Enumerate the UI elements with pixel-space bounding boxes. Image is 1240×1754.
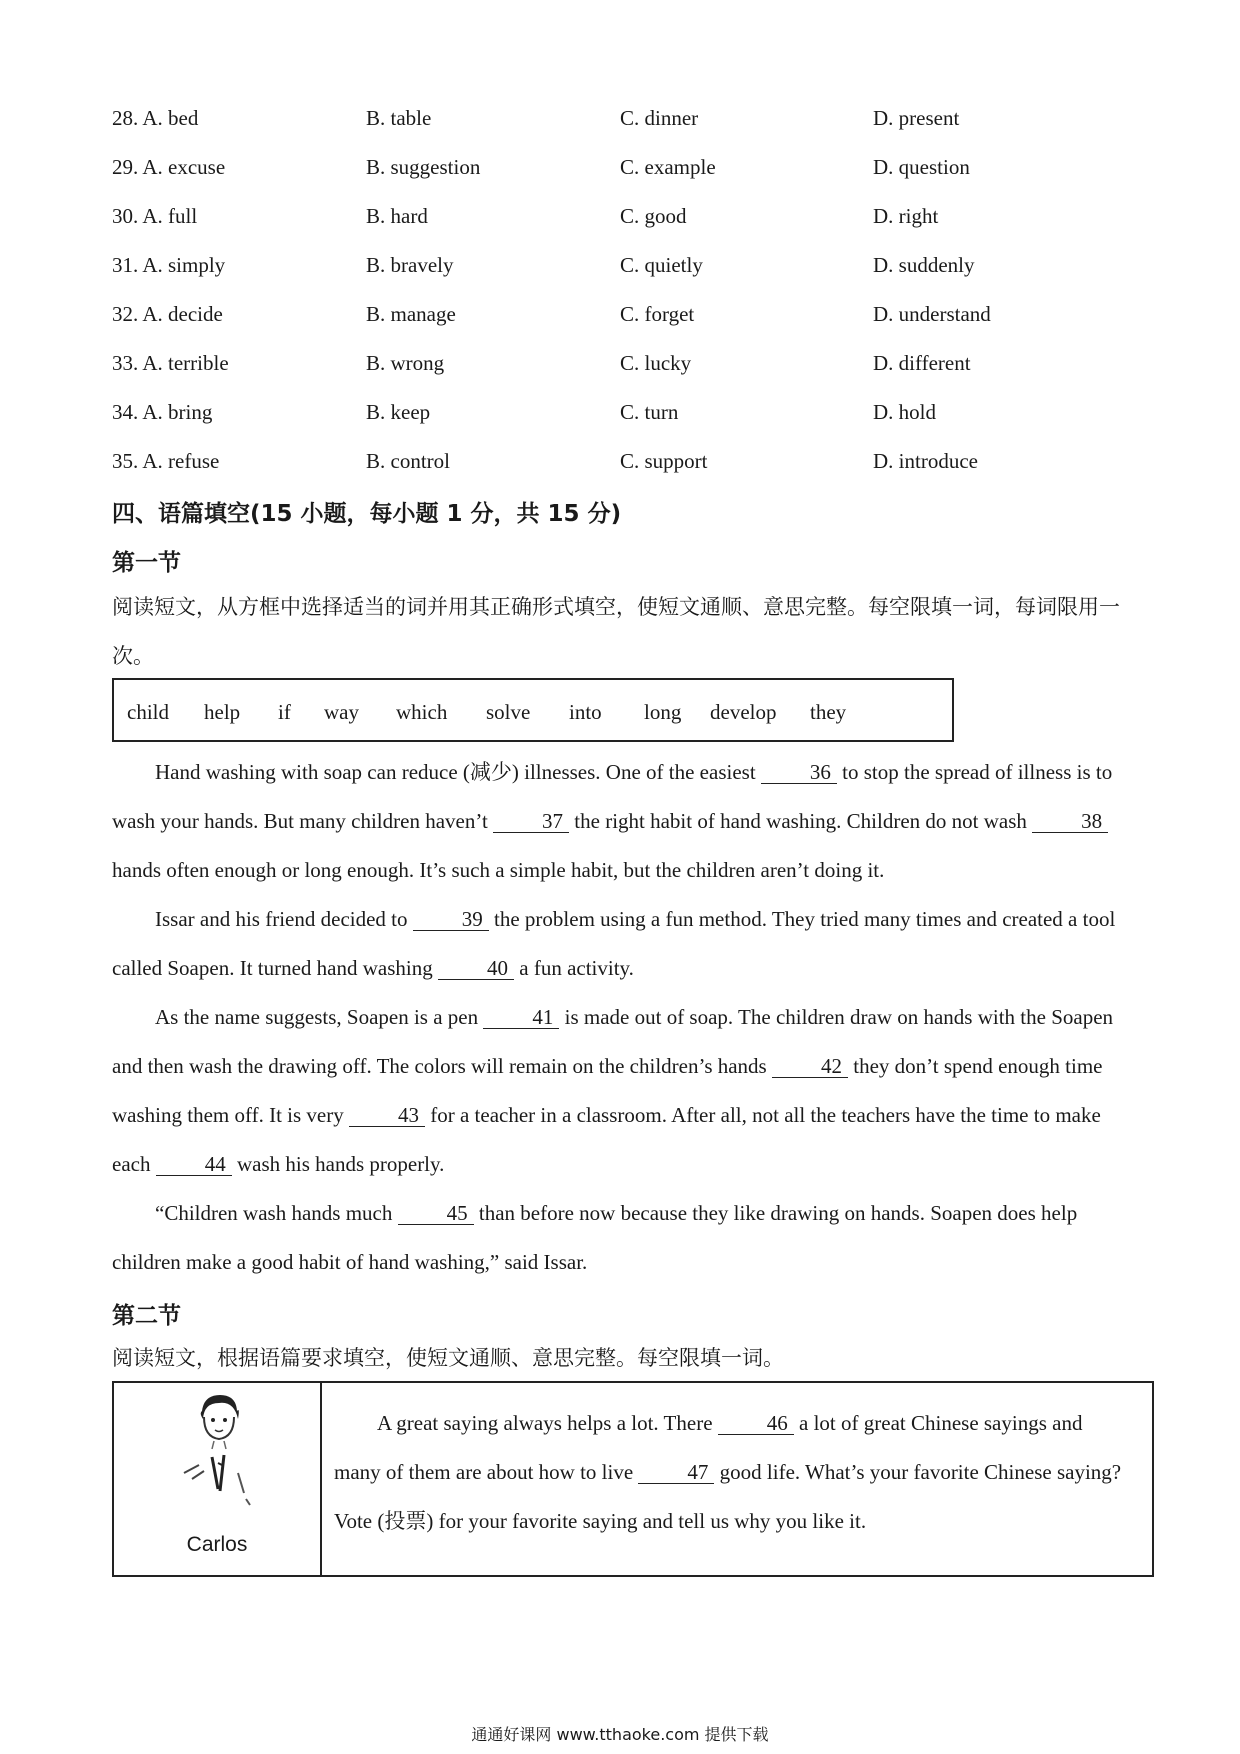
option-row: 31. A. simply B. bravely C. quietly D. suddenly	[112, 253, 975, 277]
word-option: if	[278, 700, 291, 724]
part1-title: 第一节	[112, 550, 181, 576]
options-list	[112, 100, 1112, 492]
word-option: long	[644, 700, 682, 724]
blank-36: 36	[761, 761, 837, 784]
word-option: way	[324, 700, 359, 724]
blank-40: 40	[438, 957, 514, 980]
person-avatar-icon	[174, 1393, 264, 1523]
part2-instructions: 阅读短文，根据语篇要求填空，使短文通顺、意思完整。每空限填一词。	[112, 1346, 784, 1370]
paragraph: A great saying always helps a lot. There 46 a lot of great Chinese sayings and many of them are about how to live 47 good life. What’s your favorite Chinese saying? Vote (投票) for your favorite saying and tell us why you like it.	[334, 1411, 1122, 1533]
blank-41: 41	[483, 1006, 559, 1029]
word-option: help	[204, 700, 241, 724]
word-option: into	[569, 700, 602, 724]
blank-45: 45	[398, 1202, 474, 1225]
blank-42: 42	[772, 1055, 848, 1078]
paragraph: Hand washing with soap can reduce (减少) illnesses. One of the easiest 36 to stop the spread of illness is to wash your hands. But many children haven’t 37 the right habit of hand washing. Children do not wash 38 hands often enough or long enough. It’s such a simple habit, but the children aren’t doing it.	[112, 760, 1113, 882]
footer-watermark: 通通好课网 www.tthaoke.com 提供下载	[471, 1725, 769, 1744]
section-heading: 四、语篇填空(15 小题，每小题 1 分，共 15 分)	[112, 501, 622, 527]
option-row: 35. A. refuse B. control C. support D. introduce	[112, 449, 978, 473]
blank-39: 39	[413, 908, 489, 931]
carlos-name: Carlos	[186, 1533, 248, 1556]
word-box	[112, 678, 954, 742]
word-option: develop	[710, 700, 777, 724]
carlos-table	[112, 1381, 1154, 1577]
option-row: 34. A. bring B. keep C. turn D. hold	[112, 400, 936, 424]
blank-38: 38	[1032, 810, 1108, 833]
blank-43: 43	[349, 1104, 425, 1127]
paragraph: “Children wash hands much 45 than before now because they like drawing on hands. Soapen does help children make a good habit of hand washing,” said Issar.	[112, 1201, 1078, 1274]
blank-46: 46	[718, 1412, 794, 1435]
option-row: 28. A. bed B. table C. dinner D. present	[112, 106, 960, 130]
word-option: solve	[486, 700, 531, 724]
option-row: 32. A. decide B. manage C. forget D. understand	[112, 302, 991, 326]
passage	[112, 748, 1122, 1287]
word-option: which	[396, 700, 448, 724]
part2-title: 第二节	[112, 1303, 181, 1329]
blank-47: 47	[638, 1461, 714, 1484]
paragraph: Issar and his friend decided to 39 the problem using a fun method. They tried many times and created a tool called Soapen. It turned hand washing 40 a fun activity.	[112, 907, 1116, 980]
option-row: 29. A. excuse B. suggestion C. example D. question	[112, 155, 970, 179]
part1-instructions: 阅读短文，从方框中选择适当的词并用其正确形式填空，使短文通顺、意思完整。每空限填一词，每词限用一次。	[112, 595, 1120, 668]
blank-44: 44	[156, 1153, 232, 1176]
carlos-text	[324, 1383, 1144, 1546]
blank-37: 37	[493, 810, 569, 833]
word-option: they	[810, 700, 847, 724]
carlos-cell	[114, 1383, 322, 1575]
paragraph: As the name suggests, Soapen is a pen 41 is made out of soap. The children draw on hands with the Soapen and then wash the drawing off. The colors will remain on the children’s hands 42 they don’t spend enough time washing them off. It is very 43 for a teacher in a classroom. After all, not all the teachers have the time to make each 44 wash his hands properly.	[112, 1005, 1114, 1176]
option-row: 30. A. full B. hard C. good D. right	[112, 204, 939, 228]
word-option: child	[127, 700, 169, 724]
option-row: 33. A. terrible B. wrong C. lucky D. different	[112, 351, 971, 375]
